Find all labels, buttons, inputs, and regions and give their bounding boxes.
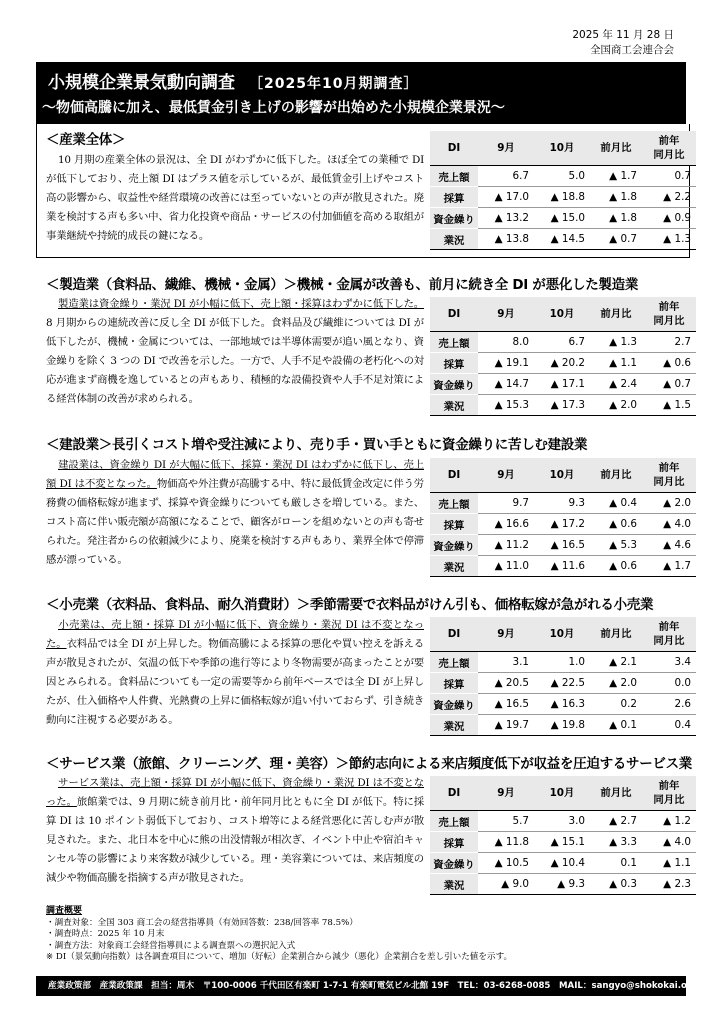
di-table-row	[430, 374, 696, 395]
di-table-row	[430, 395, 696, 416]
header-sep: 9月	[478, 131, 534, 166]
value-yoy: ▲ 0.9	[642, 208, 696, 229]
document-meta	[572, 28, 674, 58]
value-oct: ▲ 17.1	[534, 374, 590, 395]
header-di: DI	[430, 617, 478, 652]
row-label: 売上額	[430, 811, 478, 832]
header-di: DI	[430, 776, 478, 811]
value-yoy: ▲ 1.3	[642, 229, 696, 250]
row-label: 資金繰り	[430, 694, 478, 715]
value-mom: ▲ 2.0	[590, 673, 642, 694]
value-mom: ▲ 0.7	[590, 229, 642, 250]
header-sep: 9月	[478, 776, 534, 811]
value-oct: 5.0	[534, 166, 590, 187]
manufacturing-body-text	[46, 295, 424, 409]
value-oct: ▲ 17.3	[534, 395, 590, 416]
contact-footer: 産業政策部 産業政策課 担当：周木 〒100-0006 千代田区有楽町 1-7-1 有楽町電気ビル北館 19F TEL：03-6268-0085 MAIL：sangyo@shokokai.or.jp	[36, 976, 686, 996]
manufacturing-heading: ＜製造業（食料品、繊維、機械・金属）＞機械・金属が改善も、前月に続き全 DI が悪化した製造業	[46, 277, 639, 293]
survey-outline-title: 調査概要	[46, 906, 83, 916]
header-di: DI	[430, 131, 478, 166]
header-oct: 10月	[534, 131, 590, 166]
overall-text: 10 月期の産業全体の景況は、全 DI がわずかに低下した。ほぼ全ての業種で DI が低下しており、売上額 DI はプラス値を示しているが、最低賃金引上げやコスト高の影響から、収益性や経営環境の改善には至っていないとの声が散見された。廃業を検討する声も多い中、省力化投資や商品・サービスの付加価値を高める取組が事業継続や持続的成長の鍵になる。	[46, 154, 424, 242]
manufacturing-text-underlined: 製造業は資金繰り・業況 DI が小幅に低下、売上額・採算はわずかに低下した。	[58, 298, 424, 310]
value-yoy: ▲ 2.3	[642, 874, 696, 895]
value-oct: 6.7	[534, 332, 590, 353]
header-yoy: 前年 同月比	[642, 776, 696, 811]
service-text: 旅館業では、9 月期に続き前月比・前年同月比ともに全 DI が低下。特に採算 DI は 10 ポイント弱低下しており、コスト増等による経営悪化に苦しむ声が散見された。また、北日本を中心に熊の出没情報が相次ぎ、イベント中止や宿泊キャンセル等の影響により来客数が減少している。理・美容業については、来店頻度の減少や物価高騰を指摘する声が散見された。	[46, 796, 424, 884]
value-sep: ▲ 16.6	[478, 514, 534, 535]
row-label: 業況	[430, 229, 478, 250]
header-yoy: 前年 同月比	[642, 297, 696, 332]
value-sep: ▲ 20.5	[478, 673, 534, 694]
value-mom: ▲ 0.1	[590, 715, 642, 736]
header-mom: 前月比	[590, 617, 642, 652]
di-table-row	[430, 832, 696, 853]
value-yoy: ▲ 0.6	[642, 353, 696, 374]
header-oct: 10月	[534, 458, 590, 493]
di-table-row	[430, 493, 696, 514]
issue-date: 2025 年 11 月 28 日	[572, 29, 674, 41]
di-table-row	[430, 652, 696, 673]
service-body-text	[46, 774, 424, 888]
row-label: 業況	[430, 874, 478, 895]
di-table-row	[430, 514, 696, 535]
di-table-header-row	[430, 458, 696, 493]
value-sep: ▲ 11.0	[478, 556, 534, 577]
value-oct: ▲ 18.8	[534, 187, 590, 208]
retail-text-underlined: 小売業は、売上額・採算 DI が小幅に低下、資金繰り・業況 DI は不変となった。	[46, 619, 424, 650]
construction-text-underlined: 建設業は、資金繰り DI が大幅に低下、採算・業況 DI はわずかに低下し、売上額 DI は不変となった。	[46, 459, 424, 490]
value-yoy: ▲ 4.0	[642, 832, 696, 853]
header-oct: 10月	[534, 297, 590, 332]
value-yoy: ▲ 4.6	[642, 535, 696, 556]
row-label: 売上額	[430, 493, 478, 514]
value-yoy: ▲ 1.2	[642, 811, 696, 832]
di-table-row	[430, 811, 696, 832]
value-mom: ▲ 1.8	[590, 208, 642, 229]
retail-body-text	[46, 616, 424, 730]
value-sep: ▲ 19.7	[478, 715, 534, 736]
row-label: 業況	[430, 715, 478, 736]
di-table-row	[430, 694, 696, 715]
survey-line: ・調査対象：全国 303 商工会の経営指導員（有効回答数：238/回答率 78.5%）	[46, 917, 358, 928]
value-oct: ▲ 14.5	[534, 229, 590, 250]
value-oct: ▲ 22.5	[534, 673, 590, 694]
row-label: 業況	[430, 556, 478, 577]
row-label: 採算	[430, 832, 478, 853]
value-mom: ▲ 0.6	[590, 556, 642, 577]
value-yoy: ▲ 4.0	[642, 514, 696, 535]
di-table-header-row	[430, 297, 696, 332]
value-oct: ▲ 17.2	[534, 514, 590, 535]
value-sep: ▲ 16.5	[478, 694, 534, 715]
value-mom: ▲ 1.7	[590, 166, 642, 187]
organization-name: 全国商工会連合会	[590, 44, 674, 56]
header-mom: 前月比	[590, 131, 642, 166]
value-mom: ▲ 2.4	[590, 374, 642, 395]
di-table-row	[430, 853, 696, 874]
header-oct: 10月	[534, 617, 590, 652]
row-label: 業況	[430, 395, 478, 416]
value-sep: 5.7	[478, 811, 534, 832]
retail-text: 衣料品では全 DI が上昇した。物価高騰による採算の悪化や買い控えを訴える声が散見されたが、気温の低下や季節の進行等により冬物需要が高まったことが要因とみられる。食料品についても一定の需要等から前年ベースでは全 DI が上昇したが、仕入価格や人件費、光熱費の上昇に価格転嫁が追い付いておらず、引き続き動向に注視する必要がある。	[46, 638, 424, 726]
value-mom: ▲ 3.3	[590, 832, 642, 853]
header-di: DI	[430, 458, 478, 493]
header-sep: 9月	[478, 458, 534, 493]
value-yoy: ▲ 1.7	[642, 556, 696, 577]
page-title-text: 小規模企業景気動向調査	[48, 73, 235, 93]
service-text-underlined: サービス業は、売上額・採算 DI が小幅に低下、資金繰り・業況 DI は不変となった。	[46, 777, 424, 808]
di-table-row	[430, 229, 696, 250]
value-oct: ▲ 16.3	[534, 694, 590, 715]
value-oct: 3.0	[534, 811, 590, 832]
value-oct: ▲ 15.0	[534, 208, 590, 229]
row-label: 採算	[430, 673, 478, 694]
page-subtitle: ～物価高騰に加え、最低賃金引き上げの影響が出始めた小規模企業景況～	[42, 100, 505, 116]
row-label: 売上額	[430, 652, 478, 673]
row-label: 資金繰り	[430, 208, 478, 229]
value-oct: ▲ 10.4	[534, 853, 590, 874]
header-mom: 前月比	[590, 458, 642, 493]
value-oct: ▲ 16.5	[534, 535, 590, 556]
value-sep: 8.0	[478, 332, 534, 353]
value-yoy: 0.7	[642, 166, 696, 187]
survey-line: ※ DI（景気動向指数）は各調査項目について、増加（好転）企業割合から減少（悪化）企業割合を差し引いた値を示す。	[46, 952, 513, 962]
header-yoy: 前年 同月比	[642, 131, 696, 166]
di-table-row	[430, 353, 696, 374]
service-heading: ＜サービス業（旅館、クリーニング、理・美容）＞節約志向による来店頻度低下が収益を圧迫するサービス業	[46, 756, 692, 772]
value-sep: ▲ 17.0	[478, 187, 534, 208]
value-mom: ▲ 2.1	[590, 652, 642, 673]
value-oct: ▲ 15.1	[534, 832, 590, 853]
value-oct: ▲ 9.3	[534, 874, 590, 895]
service-di-table	[430, 776, 696, 895]
di-table-row	[430, 673, 696, 694]
di-table-header-row	[430, 776, 696, 811]
header-oct: 10月	[534, 776, 590, 811]
value-sep: ▲ 13.2	[478, 208, 534, 229]
value-yoy: ▲ 2.0	[642, 493, 696, 514]
value-yoy: ▲ 1.1	[642, 853, 696, 874]
value-yoy: ▲ 2.2	[642, 187, 696, 208]
header-mom: 前月比	[590, 776, 642, 811]
construction-text: 物価高や外注費が高騰する中、特に最低賃金改定に伴う労務費の価格転嫁が進まず、採算や資金繰りについても厳しさを増している。また、コスト高に伴い販売額が高額になることで、顧客がローンを組めないとの声も寄せられた。発注者からの依頼減少により、廃業を検討する声もあり、業界全体で停滞感が漂っている。	[46, 478, 424, 566]
overall-di-table	[430, 131, 696, 250]
row-label: 売上額	[430, 332, 478, 353]
survey-period-tag: ［2025年10月期調査］	[249, 76, 419, 92]
value-yoy: 2.6	[642, 694, 696, 715]
value-yoy: 2.7	[642, 332, 696, 353]
di-table-row	[430, 715, 696, 736]
row-label: 採算	[430, 514, 478, 535]
value-sep: ▲ 11.8	[478, 832, 534, 853]
header-yoy: 前年 同月比	[642, 458, 696, 493]
header-mom: 前月比	[590, 297, 642, 332]
di-table-row	[430, 208, 696, 229]
manufacturing-text: 8 月期からの連続改善に反し全 DI が低下した。食料品及び繊維については DI が低下したが、機械・金属については、一部地域では半導体需要が追い風となり、資金繰りを除く 3 つの DI で改善を示した。一方で、人手不足や設備の老朽化への対応が進まず商機を逸しているとの声もあり、積極的な設備投資や人手不足対策による経営体制の改善が求められる。	[46, 317, 424, 405]
header-yoy: 前年 同月比	[642, 617, 696, 652]
row-label: 資金繰り	[430, 535, 478, 556]
value-mom: ▲ 2.0	[590, 395, 642, 416]
row-label: 採算	[430, 187, 478, 208]
row-label: 売上額	[430, 166, 478, 187]
di-table-row	[430, 874, 696, 895]
title-banner	[36, 62, 686, 124]
di-table-row	[430, 535, 696, 556]
di-table-row	[430, 166, 696, 187]
construction-di-table	[430, 458, 696, 577]
header-sep: 9月	[478, 617, 534, 652]
value-oct: ▲ 20.2	[534, 353, 590, 374]
retail-di-table	[430, 617, 696, 736]
value-mom: 0.1	[590, 853, 642, 874]
value-mom: ▲ 0.3	[590, 874, 642, 895]
value-yoy: ▲ 1.5	[642, 395, 696, 416]
overall-heading: ＜産業全体＞	[46, 132, 126, 148]
value-oct: 1.0	[534, 652, 590, 673]
value-sep: ▲ 13.8	[478, 229, 534, 250]
value-yoy: ▲ 0.7	[642, 374, 696, 395]
header-di: DI	[430, 297, 478, 332]
di-table-row	[430, 556, 696, 577]
survey-line: ・調査時点：2025 年 10 月末	[46, 929, 165, 939]
value-oct: ▲ 11.6	[534, 556, 590, 577]
value-sep: 6.7	[478, 166, 534, 187]
value-yoy: 0.0	[642, 673, 696, 694]
value-mom: ▲ 2.7	[590, 811, 642, 832]
survey-outline	[46, 906, 686, 964]
value-mom: ▲ 0.6	[590, 514, 642, 535]
header-sep: 9月	[478, 297, 534, 332]
row-label: 資金繰り	[430, 853, 478, 874]
value-mom: ▲ 1.1	[590, 353, 642, 374]
survey-line: ・調査方法：対象商工会経営指導員による調査票への選択記入式	[46, 940, 296, 951]
overall-body-text	[46, 151, 424, 246]
di-table-row	[430, 332, 696, 353]
row-label: 資金繰り	[430, 374, 478, 395]
value-yoy: 0.4	[642, 715, 696, 736]
value-sep: ▲ 9.0	[478, 874, 534, 895]
value-mom: ▲ 1.3	[590, 332, 642, 353]
value-sep: 9.7	[478, 493, 534, 514]
page-title	[48, 68, 418, 93]
di-table-row	[430, 187, 696, 208]
value-yoy: 3.4	[642, 652, 696, 673]
value-oct: 9.3	[534, 493, 590, 514]
construction-body-text	[46, 456, 424, 570]
value-mom: ▲ 1.8	[590, 187, 642, 208]
retail-heading: ＜小売業（衣料品、食料品、耐久消費財）＞季節需要で衣料品がけん引も、価格転嫁が急がれる小売業	[46, 597, 654, 613]
value-mom: ▲ 5.3	[590, 535, 642, 556]
value-sep: ▲ 14.7	[478, 374, 534, 395]
manufacturing-di-table	[430, 297, 696, 416]
value-sep: ▲ 11.2	[478, 535, 534, 556]
row-label: 採算	[430, 353, 478, 374]
value-oct: ▲ 19.8	[534, 715, 590, 736]
di-table-header-row	[430, 131, 696, 166]
value-mom: 0.2	[590, 694, 642, 715]
value-sep: ▲ 10.5	[478, 853, 534, 874]
value-sep: 3.1	[478, 652, 534, 673]
di-table-header-row	[430, 617, 696, 652]
value-mom: ▲ 0.4	[590, 493, 642, 514]
construction-heading: ＜建設業＞長引くコスト増や受注減により、売り手・買い手ともに資金繰りに苦しむ建設業	[46, 437, 588, 453]
value-sep: ▲ 15.3	[478, 395, 534, 416]
value-sep: ▲ 19.1	[478, 353, 534, 374]
